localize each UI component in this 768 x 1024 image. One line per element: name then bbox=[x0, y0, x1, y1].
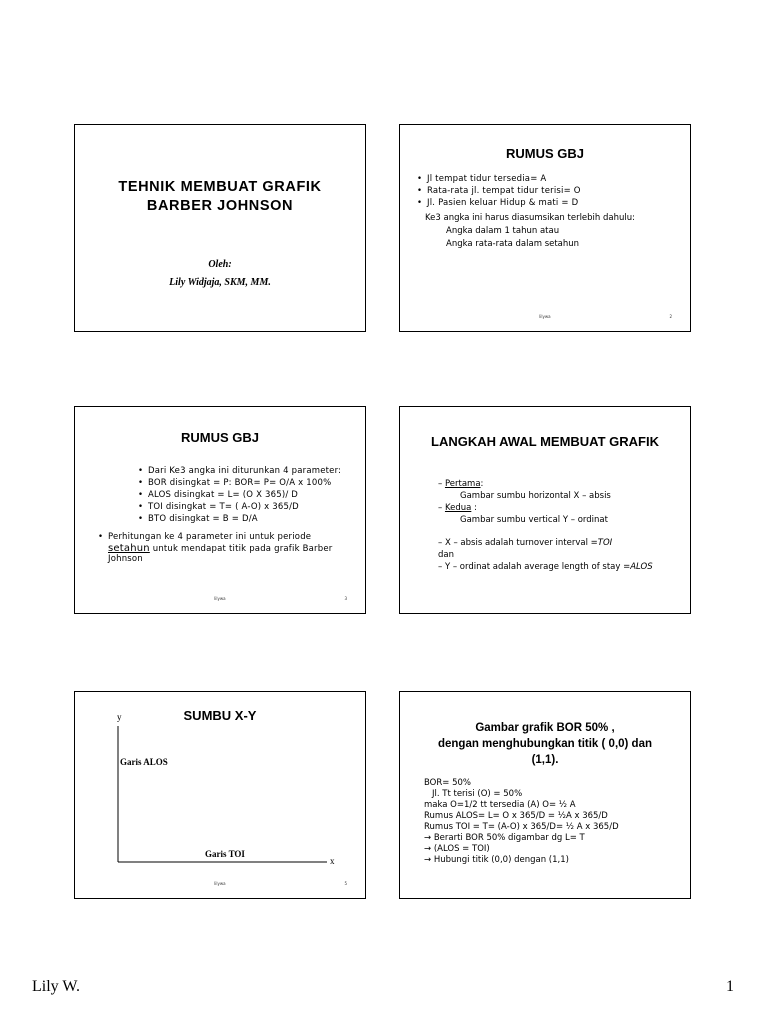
slide-4-kedua: – Kedua : bbox=[438, 503, 477, 513]
page-number: 1 bbox=[726, 978, 734, 995]
slide-1-title-line-1: TEHNIK MEMBUAT GRAFIK bbox=[118, 179, 322, 195]
slide-4-dan: dan bbox=[438, 550, 454, 560]
slide-3-para-2: untuk mendapat titik pada grafik Barber bbox=[149, 544, 333, 554]
slide-4-pertama-desc: Gambar sumbu horizontal X – absis bbox=[460, 491, 611, 501]
slide-5-footer-author: lilywa bbox=[214, 881, 226, 886]
slide-3-paragraph bbox=[98, 531, 332, 564]
slide-1-title-line-2: BARBER JOHNSON bbox=[146, 198, 294, 214]
slide-1-by: Oleh: bbox=[208, 259, 232, 270]
slide-2-title: RUMUS GBJ bbox=[505, 146, 584, 161]
slide-6-title-line-1: Gambar grafik BOR 50% , bbox=[475, 722, 615, 734]
x-axis-label: x bbox=[330, 856, 335, 866]
slide-6-title-line-2: dengan menghubungkan titik ( 0,0) dan bbox=[437, 738, 653, 750]
slide-4-x-line: – X – absis adalah turnover interval =TOI bbox=[438, 538, 613, 548]
y-axis-label: y bbox=[117, 712, 122, 722]
list-item: • BOR disingkat = P: BOR= P= O/A x 100% bbox=[138, 477, 341, 489]
slide-6-line: Rumus ALOS= L= O x 365/D = ½A x 365/D bbox=[424, 811, 608, 821]
slide-4-kedua-desc: Gambar sumbu vertical Y – ordinat bbox=[460, 515, 608, 525]
slide-3 bbox=[74, 406, 366, 614]
slide-2-footer-number: 2 bbox=[669, 314, 672, 319]
slide-5-title: SUMBU X-Y bbox=[183, 708, 257, 723]
slide-6-body bbox=[424, 778, 619, 866]
list-item: • BTO disingkat = B = D/A bbox=[138, 513, 341, 525]
slide-6-line: → Hubungi titik (0,0) dengan (1,1) bbox=[424, 855, 569, 865]
slide-2-note-1: Ke3 angka ini harus diasumsikan terlebih dahulu: bbox=[425, 213, 635, 223]
slide-3-para-1: Perhitungan ke 4 parameter ini untuk periode bbox=[108, 532, 312, 542]
slide-6-line: BOR= 50% bbox=[424, 778, 471, 788]
slide-5 bbox=[74, 691, 366, 899]
list-item: • Dari Ke3 angka ini diturunkan 4 parameter: bbox=[138, 465, 341, 477]
slide-4-pertama: – Pertama: bbox=[438, 479, 484, 489]
list-item: • Jl. Pasien keluar Hidup & mati = D bbox=[417, 197, 581, 209]
slide-3-para-underlined: setahun bbox=[108, 543, 150, 554]
garis-alos-label: Garis ALOS bbox=[120, 757, 168, 767]
slide-3-para-3: Johnson bbox=[108, 554, 143, 564]
list-item: • Jl tempat tidur tersedia= A bbox=[417, 173, 581, 185]
slide-6-line: Jl. Tt terisi (O) = 50% bbox=[432, 789, 523, 799]
slide-2-note-3: Angka rata-rata dalam setahun bbox=[446, 239, 580, 249]
list-item: • TOI disingkat = T= ( A-O) x 365/D bbox=[138, 501, 341, 513]
slide-6-line: Rumus TOI = T= (A-O) x 365/D= ½ A x 365/D bbox=[424, 822, 619, 832]
slide-1 bbox=[74, 124, 366, 332]
slide-2 bbox=[399, 124, 691, 332]
slide-5-footer-number: 5 bbox=[344, 881, 347, 886]
slide-3-footer-author: lilywa bbox=[214, 596, 226, 601]
slide-4 bbox=[399, 406, 691, 614]
slide-3-footer-number: 3 bbox=[344, 596, 347, 601]
slide-3-title: RUMUS GBJ bbox=[180, 430, 259, 445]
page-footer-author: Lily W. bbox=[32, 978, 81, 995]
slide-2-bullets bbox=[417, 173, 581, 209]
garis-toi-label: Garis TOI bbox=[205, 849, 245, 859]
slide-6-line: maka O=1/2 tt tersedia (A) O= ½ A bbox=[424, 800, 576, 810]
slide-2-note-2: Angka dalam 1 tahun atau bbox=[446, 226, 560, 236]
axes bbox=[75, 692, 366, 899]
slide-4-title: LANGKAH AWAL MEMBUAT GRAFIK bbox=[431, 434, 659, 449]
slide-1-author: Lily Widjaja, SKM, MM. bbox=[169, 277, 271, 288]
slide-6-title-line-3: (1,1). bbox=[531, 754, 559, 766]
slide-6-line: → Berarti BOR 50% digambar dg L= T bbox=[424, 833, 585, 843]
slide-6-line: → (ALOS = TOI) bbox=[424, 844, 490, 854]
slide-6 bbox=[399, 691, 691, 899]
slide-3-bullets bbox=[98, 465, 341, 525]
slide-4-y-line: – Y – ordinat adalah average length of stay =ALOS bbox=[438, 562, 653, 572]
list-item: • Rata-rata jl. tempat tidur terisi= O bbox=[417, 185, 581, 197]
list-item: • ALOS disingkat = L= (O X 365)/ D bbox=[138, 489, 341, 501]
slide-2-footer-author: lilywa bbox=[539, 314, 551, 319]
